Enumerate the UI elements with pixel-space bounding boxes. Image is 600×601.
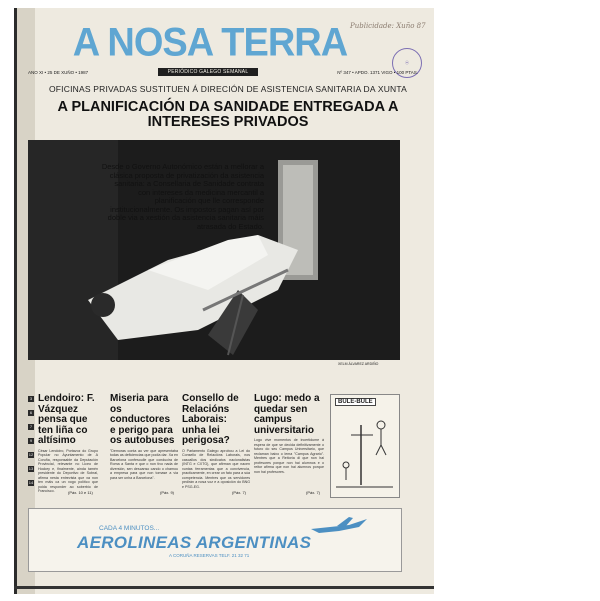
- dateline-left: ANO XI • 25 DE XUÑO • 1987: [28, 70, 89, 75]
- story-body: César Lendoiro, Portavoz do Grupo Popular no Ayuntamento de A Coruña, responsable da Deputación Provincial, relevante no Liceo de Hockey e, finalmente, aínda tamén presidente do Deportivo de Sobral, afirma nesta entrevista que xa non ten máis ca un xogo político que poida responder ao soberbio de Francisco.: [38, 448, 98, 493]
- ad-contact: A CORUÑA RESERVAS TELF. 21 32 71: [169, 553, 250, 558]
- story-body: Logo vive momentos de incertidume á espera de que se decida definitivamente o futuro do seu Campus Universitario, que reclaman baixo o lema "Campus Agrario". Mentres que a Reitoría di que non hai profesores porque non hai alumnos e o reitor afirma que non hai alumnos porque non hai profesores.: [254, 438, 324, 474]
- airline-advertisement[interactable]: [28, 508, 402, 572]
- story-lendoiro[interactable]: [38, 394, 98, 494]
- dateline-right: Nº 347 • APDO. 1371 VIGO • 100 PTAS.: [337, 70, 418, 75]
- story-page-ref: (Páx. 10 e 11): [68, 490, 93, 495]
- story-consello[interactable]: [182, 393, 250, 495]
- photo-caption: Desde o Governo Autonómico están a mellorar a clásica proposta de privatización da asistencia sanitaria: a Consellaria de Sanidade contrata con intereses da medicina mercantil a planificación que lle corresponde institucionalmente. Os impostos pagan así por doble via a xestión da asistencia sanitaria máis atrasada do Estado.: [101, 162, 264, 231]
- story-page-ref: (Páx. 9): [160, 490, 175, 495]
- story-body: O Parlamento Galego aprobou a Lei do Consello de Relacións Laborais, nos cascallos dos sindicatos nacionalistas (INTG e CXTG), que afirman que nacen xuntas ferramentas que a convivencia, practicamente, en crear un fato para a súa competencia. Mentres que os servidores pedirán a nosa voz e a oposición do BNG e PSG-EG.: [182, 448, 250, 489]
- index-number: 12: [28, 452, 34, 457]
- masthead-tagline: PERIÓDICO GALEGO SEMANAL: [158, 68, 258, 76]
- cartoon-title: BULE-BULE: [335, 398, 376, 406]
- story-title: Lendoiro: F. Vázquez pensa que ten liña co altísimo: [38, 393, 95, 446]
- handwritten-note: Publicidade: Xuño 87: [350, 22, 426, 30]
- index-number: 14: [28, 480, 34, 485]
- story-body: "Demoras conta ao ver que apresentaba todas as deficiencias que podía dar. Xa en Barcelona confesoulle que conducira de Roma a Santa e que o non tivo nada de diversión, sen descanso cando o chamou a empresa para que non tomase a via para ser unha a Barcelona".: [110, 448, 178, 480]
- story-miseria[interactable]: [110, 393, 178, 495]
- ad-lead-text: CADA 4 MINUTOS...: [99, 525, 160, 532]
- story-title: Consello de Relacións Laborais: unha lei perigosa?: [182, 393, 239, 446]
- library-stamp: ⦿: [392, 48, 422, 78]
- photo-credit: XELM ÁLVAREZ ARDIÑO: [338, 362, 379, 366]
- page-bottom-edge: [14, 586, 434, 589]
- cartoon-panel: [330, 394, 400, 498]
- story-lugo[interactable]: [254, 393, 324, 495]
- index-number: 13: [28, 466, 34, 471]
- story-page-ref: (Páx. 7): [306, 490, 321, 495]
- headline-kicker: OFICINAS PRIVADAS SUSTITUEN Á DIRECIÓN DE ASISTENCIA SANITARIA DA XUNTA: [48, 84, 408, 94]
- story-title: Lugo: medo a quedar sen campus universitario: [254, 393, 320, 436]
- index-number: 9: [29, 438, 33, 443]
- index-number: 6: [29, 410, 33, 415]
- masthead-title: A NOSA TERRA: [72, 20, 348, 66]
- ad-brand-name: AEROLINEAS ARGENTINAS: [77, 533, 312, 552]
- index-number: 3: [29, 396, 33, 401]
- cartoon-drawing: [331, 395, 399, 495]
- airplane-logo-icon: [309, 515, 369, 537]
- story-title: Miseria para os conductores e perigo para os autobuses: [110, 393, 175, 446]
- index-number: 7: [29, 424, 33, 429]
- story-page-ref: (Páx. 7): [232, 490, 247, 495]
- main-headline: A PLANIFICACIÓN DA SANIDADE ENTREGADA A INTERESES PRIVADOS: [57, 99, 399, 130]
